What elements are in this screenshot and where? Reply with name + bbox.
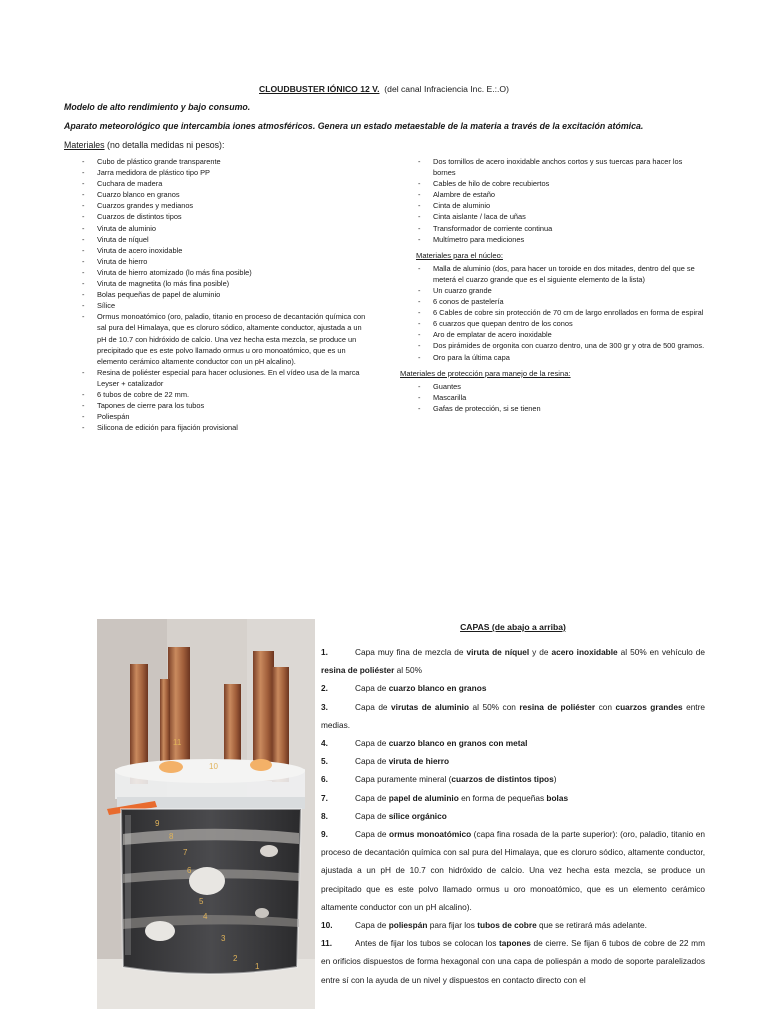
list-item: - Dos tornillos de acero inoxidable anchos cortos y sus tuercas para hacer los bornes — [400, 156, 705, 178]
list-item: - Viruta de hierro — [64, 256, 369, 267]
layer-emphasis: acero inoxidable — [551, 647, 618, 657]
list-item: - 6 conos de pastelería — [400, 296, 705, 307]
list-item: - Viruta de acero inoxidable — [64, 245, 369, 256]
core-materials-heading: Materiales para el núcleo: — [416, 250, 503, 260]
layer-number: 6. — [321, 774, 328, 785]
list-item: - Viruta de aluminio — [64, 223, 369, 234]
protection-heading-text: Materiales de protección para manejo de la resina — [400, 368, 569, 378]
copper-tube — [168, 647, 190, 777]
layer-text: con — [595, 701, 616, 712]
list-item: - Cuarzos de distintos tipos — [64, 211, 369, 222]
protection-heading-colon: : — [568, 368, 571, 378]
list-item: - Guantes — [400, 381, 705, 392]
layer-emphasis: viruta de hierro — [388, 756, 450, 767]
quartz-stone — [260, 845, 278, 857]
layer-emphasis: poliespán — [388, 920, 428, 931]
layer-emphasis: virutas de aluminio — [391, 701, 470, 712]
layer-number: 8. — [321, 810, 328, 821]
layer-text: para fijar los — [427, 920, 478, 931]
quartz-stone — [145, 921, 175, 941]
layer-item — [321, 752, 705, 770]
layer-text: Capa de — [355, 756, 389, 767]
title-main: CLOUDBUSTER IÓNICO 12 V. — [259, 84, 380, 94]
layer-text: Antes de fijar los tubos se colocan los — [355, 938, 500, 949]
list-item: - Alambre de estaño — [400, 189, 705, 200]
layer-text: (capa fina rosada de la parte superior): (oro, paladio, titanio en proceso de decantación química con sal pura del Himalaya, que es cloruro sódico, altamente conductor, ajustada a un pH de 10.7 con hidróxido de calcio. Una vez hecha esta mezcla, se produce un precipitado que es este polvo llamado ormus u oro monoatómico, que es un elemento cerámico altamente conductor con un pH alcalino). — [321, 829, 705, 912]
layer-text: al 50% — [394, 665, 423, 676]
layer-text: Capa de — [355, 829, 389, 840]
title-suffix: (del canal Infraciencia Inc. E.:.O) — [384, 84, 509, 94]
quartz-stone — [189, 867, 225, 895]
layer-item — [321, 916, 705, 934]
list-item: - Gafas de protección, si se tienen — [400, 403, 705, 414]
photo-label: 11 — [173, 738, 182, 747]
layer-text: Capa puramente mineral ( — [355, 774, 452, 785]
layers-heading: CAPAS (de abajo a arriba) — [460, 622, 566, 632]
list-item: - Cables de hilo de cobre recubiertos — [400, 178, 705, 189]
materials-heading — [64, 140, 224, 150]
list-item: - Oro para la última capa — [400, 352, 705, 363]
photo-label: 8 — [169, 832, 174, 841]
layer-number: 1. — [321, 647, 328, 657]
layer-text: Capa de — [355, 920, 389, 931]
list-item: - Aro de emplatar de acero inoxidable — [400, 329, 705, 340]
layer-text: de cierre. Se fijan 6 tubos de cobre de 22 mm en orificios dispuestos de forma hexagonal con una capa de poliespán a modo de soporte paralelizados entre sí con la ayuda de un nivel y dispuestos en contacto directo con el — [321, 938, 706, 985]
list-item: - Jarra medidora de plástico tipo PP — [64, 167, 369, 178]
layer-text: y de — [529, 647, 552, 657]
layer-item — [321, 789, 705, 807]
layer-text: Capa de — [355, 701, 392, 712]
list-item: - Tapones de cierre para los tubos — [64, 400, 369, 411]
layers-list — [321, 643, 705, 989]
materials-column-left — [64, 156, 369, 433]
photo-label: 6 — [187, 866, 192, 875]
list-item: - Cuarzos grandes y medianos — [64, 200, 369, 211]
layer-text: ) — [553, 774, 557, 785]
list-item: - 6 cuarzos que quepan dentro de los conos — [400, 318, 705, 329]
list-item: - Ormus monoatómico (oro, paladio, titanio en proceso de decantación química con sal pura del Himalaya, que es cloruro sódico, altamente conductor, ajustada a un pH de 10.7 con hidróxido de calcio. Una vez hecha esta mezcla, se produce un precipitado que es este polvo llamado ormus u oro monoatómico, que es un elemento cerámico altamente conductor con un pH alcalino). — [64, 311, 369, 366]
layer-emphasis: tapones — [499, 938, 531, 949]
protection-materials-heading — [400, 368, 705, 379]
list-item: - Cinta de aluminio — [400, 200, 705, 211]
layer-emphasis: cuarzos grandes — [615, 701, 683, 712]
photo-label: 2 — [233, 954, 238, 963]
list-item: - Malla de aluminio (dos, para hacer un toroide en dos mitades, dentro del que se meterá el cuarzo grande que es el siguiente elemento de la lista) — [400, 263, 705, 285]
layer-text: Capa muy fina de mezcla de — [355, 647, 467, 657]
layer-item — [321, 934, 705, 989]
list-item: - Un cuarzo grande — [400, 285, 705, 296]
subtitle-performance: Modelo de alto rendimiento y bajo consumo. — [64, 102, 251, 112]
materials-label: Materiales — [64, 140, 105, 150]
document-title — [0, 84, 768, 94]
subtitle-description: Aparato meteorológico que intercambia iones atmosféricos. Genera un estado metaestable de la materia a través de la excitación atómica. — [64, 121, 644, 131]
layer-emphasis: resina de poliéster — [321, 665, 395, 676]
photo-label: 9 — [155, 819, 160, 828]
layer-text: Capa de — [355, 810, 389, 821]
list-item: - Mascarilla — [400, 392, 705, 403]
layer-text: Capa de — [355, 738, 389, 749]
layer-emphasis: cuarzo blanco en granos — [388, 683, 487, 694]
layer-item — [321, 643, 705, 679]
device-photo-illustration — [97, 619, 315, 1009]
materials-column-right — [400, 156, 705, 414]
layer-item — [321, 734, 705, 752]
layer-number: 9. — [321, 829, 328, 840]
layer-emphasis: ormus monoatómico — [389, 829, 472, 840]
list-item: - Transformador de corriente continua — [400, 223, 705, 234]
layer-text: que se retirará más adelante. — [536, 920, 647, 931]
layer-number: 4. — [321, 738, 328, 749]
layer-emphasis: tubos de cobre — [477, 920, 537, 931]
list-item: - Dos pirámides de orgonita con cuarzo dentro, una de 300 gr y otra de 500 gramos. — [400, 340, 705, 351]
list-item: - Silicona de edición para fijación provisional — [64, 422, 369, 433]
layer-text: en forma de pequeñas — [458, 792, 547, 803]
layer-number: 7. — [321, 792, 328, 803]
list-item: - Cuarzo blanco en granos — [64, 189, 369, 200]
core-materials-list — [400, 263, 705, 363]
layer-number: 3. — [321, 701, 328, 712]
layer-emphasis: bolas — [546, 792, 569, 803]
list-item: - Sílice — [64, 300, 369, 311]
list-item: - 6 tubos de cobre de 22 mm. — [64, 389, 369, 400]
layer-item — [321, 825, 705, 916]
layer-emphasis: cuarzos de distintos tipos — [451, 774, 554, 785]
list-item: - Viruta de magnetita (lo más fina posible) — [64, 278, 369, 289]
list-item: - Viruta de níquel — [64, 234, 369, 245]
list-item: - Multímetro para mediciones — [400, 234, 705, 245]
layer-number: 5. — [321, 756, 328, 767]
photo-label: 1 — [255, 962, 260, 971]
layer-text: entre medias. — [321, 701, 705, 730]
layer-emphasis: cuarzo blanco en granos con metal — [388, 738, 528, 749]
materials-note: (no detalla medidas ni pesos): — [107, 140, 225, 150]
layer-emphasis: papel de aluminio — [388, 792, 459, 803]
layer-number: 11. — [321, 938, 333, 949]
list-item: - Cubo de plástico grande transparente — [64, 156, 369, 167]
materials-list-left — [64, 156, 369, 433]
photo-label: 3 — [221, 934, 226, 943]
list-item: - 6 Cables de cobre sin protección de 70 cm de largo enrollados en forma de espiral — [400, 307, 705, 318]
photo-label: 5 — [199, 897, 204, 906]
layer-text: al 50% con — [469, 701, 520, 712]
materials-list-right — [400, 156, 705, 245]
layer-number: 10. — [321, 920, 333, 931]
list-item: - Cinta aislante / laca de uñas — [400, 211, 705, 222]
layer-text: Capa de — [355, 792, 389, 803]
layer-item — [321, 698, 705, 734]
list-item: - Viruta de hierro atomizado (lo más fina posible) — [64, 267, 369, 278]
layer-emphasis: sílice orgánico — [388, 810, 447, 821]
layer-item — [321, 770, 705, 788]
list-item: - Poliespán — [64, 411, 369, 422]
tube-cap — [159, 761, 183, 773]
layer-item — [321, 807, 705, 825]
layer-number: 2. — [321, 683, 328, 694]
list-item: - Bolas pequeñas de papel de aluminio — [64, 289, 369, 300]
photo-label: 4 — [203, 912, 208, 921]
list-item: - Resina de poliéster especial para hacer oclusiones. En el vídeo usa de la marca Leyser + catalizador — [64, 367, 369, 389]
photo-label: 7 — [183, 848, 188, 857]
layer-emphasis: resina de poliéster — [519, 701, 596, 712]
layer-emphasis: viruta de níquel — [466, 647, 530, 657]
list-item: - Cuchara de madera — [64, 178, 369, 189]
device-photo — [97, 619, 315, 1009]
layer-item — [321, 679, 705, 697]
photo-label: 10 — [209, 762, 218, 771]
layer-text: Capa de — [355, 683, 389, 694]
layer-text: al 50% en vehículo de — [617, 647, 705, 657]
tube-cap — [250, 759, 272, 771]
protection-materials-list — [400, 381, 705, 414]
